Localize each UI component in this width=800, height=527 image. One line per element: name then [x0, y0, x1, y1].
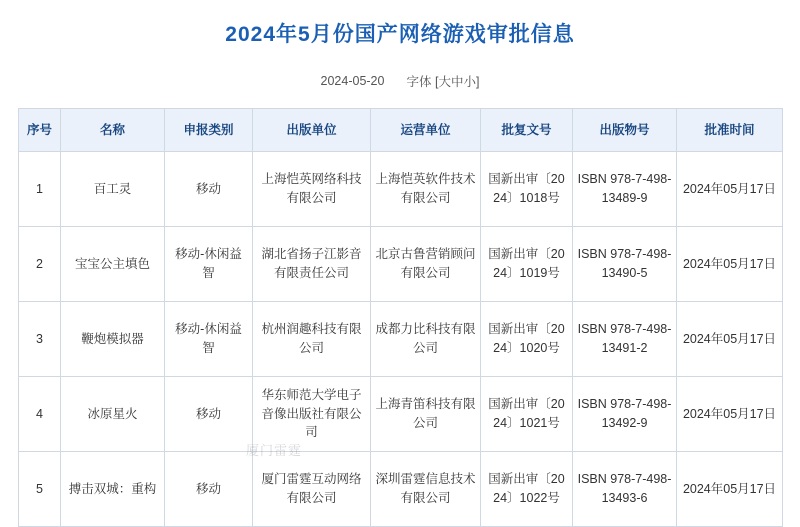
column-header-isbn: 出版物号 — [573, 109, 677, 152]
cell-name: 冰原星火 — [61, 377, 165, 452]
bracket-open: [ — [434, 75, 439, 89]
cell-operator: 北京古鲁营销顾问有限公司 — [371, 227, 481, 302]
cell-operator: 深圳雷霆信息技术有限公司 — [371, 452, 481, 527]
cell-category: 移动 — [165, 377, 253, 452]
approval-table-wrapper — [0, 108, 800, 527]
cell-category: 移动 — [165, 452, 253, 527]
table-header-row — [19, 109, 783, 152]
table-header — [19, 109, 783, 152]
table-row — [19, 302, 783, 377]
table-body — [19, 152, 783, 527]
cell-index: 2 — [19, 227, 61, 302]
cell-category: 移动-休闲益智 — [165, 302, 253, 377]
cell-publisher: 上海恺英网络科技有限公司 — [253, 152, 371, 227]
font-size-label: 字体 — [406, 75, 432, 89]
cell-index: 4 — [19, 377, 61, 452]
font-size-large-button[interactable]: 大 — [438, 75, 451, 89]
page-title: 2024年5月份国产网络游戏审批信息 — [225, 23, 575, 46]
watermark-text: 厦门雷霆 — [246, 443, 303, 458]
cell-isbn: ISBN 978-7-498-13493-6 — [573, 452, 677, 527]
column-header-name: 名称 — [61, 109, 165, 152]
column-header-index: 序号 — [19, 109, 61, 152]
cell-operator: 上海恺英软件技术有限公司 — [371, 152, 481, 227]
approval-table — [18, 108, 783, 527]
cell-operator: 成都力比科技有限公司 — [371, 302, 481, 377]
font-size-medium-button[interactable]: 中 — [450, 75, 464, 89]
cell-isbn: ISBN 978-7-498-13489-9 — [573, 152, 677, 227]
cell-index: 5 — [19, 452, 61, 527]
publish-date: 2024-05-20 — [320, 74, 385, 88]
cell-approval-no: 国新出审〔2024〕1018号 — [481, 152, 573, 227]
document-meta — [0, 50, 800, 108]
cell-index: 1 — [19, 152, 61, 227]
cell-index: 3 — [19, 302, 61, 377]
column-header-publisher: 出版单位 — [253, 109, 371, 152]
cell-approval-no: 国新出审〔2024〕1022号 — [481, 452, 573, 527]
cell-approval-date: 2024年05月17日 — [677, 302, 783, 377]
cell-name: 宝宝公主填色 — [61, 227, 165, 302]
bracket-close: ] — [476, 75, 480, 89]
cell-name: 鞭炮模拟器 — [61, 302, 165, 377]
cell-name: 搏击双城：重构 — [61, 452, 165, 527]
font-size-control — [406, 72, 479, 90]
font-size-small-button[interactable]: 小 — [463, 75, 476, 89]
table-row — [19, 227, 783, 302]
cell-publisher: 杭州润趣科技有限公司 — [253, 302, 371, 377]
cell-isbn: ISBN 978-7-498-13491-2 — [573, 302, 677, 377]
cell-approval-date: 2024年05月17日 — [677, 377, 783, 452]
column-header-approval-no: 批复文号 — [481, 109, 573, 152]
cell-category: 移动 — [165, 152, 253, 227]
column-header-operator: 运营单位 — [371, 109, 481, 152]
table-row — [19, 452, 783, 527]
cell-isbn: ISBN 978-7-498-13490-5 — [573, 227, 677, 302]
cell-approval-no: 国新出审〔2024〕1021号 — [481, 377, 573, 452]
table-row — [19, 377, 783, 452]
cell-approval-no: 国新出审〔2024〕1019号 — [481, 227, 573, 302]
column-header-approval-date: 批准时间 — [677, 109, 783, 152]
table-row — [19, 152, 783, 227]
cell-category: 移动-休闲益智 — [165, 227, 253, 302]
cell-approval-date: 2024年05月17日 — [677, 452, 783, 527]
cell-approval-no: 国新出审〔2024〕1020号 — [481, 302, 573, 377]
cell-publisher: 厦门雷霆互动网络有限公司 — [253, 452, 371, 527]
cell-approval-date: 2024年05月17日 — [677, 227, 783, 302]
cell-publisher: 华东师范大学电子音像出版社有限公司 — [253, 377, 371, 452]
cell-publisher: 湖北省扬子江影音有限责任公司 — [253, 227, 371, 302]
cell-name: 百工灵 — [61, 152, 165, 227]
column-header-category: 申报类别 — [165, 109, 253, 152]
cell-operator: 上海青笛科技有限公司 — [371, 377, 481, 452]
cell-approval-date: 2024年05月17日 — [677, 152, 783, 227]
cell-isbn: ISBN 978-7-498-13492-9 — [573, 377, 677, 452]
